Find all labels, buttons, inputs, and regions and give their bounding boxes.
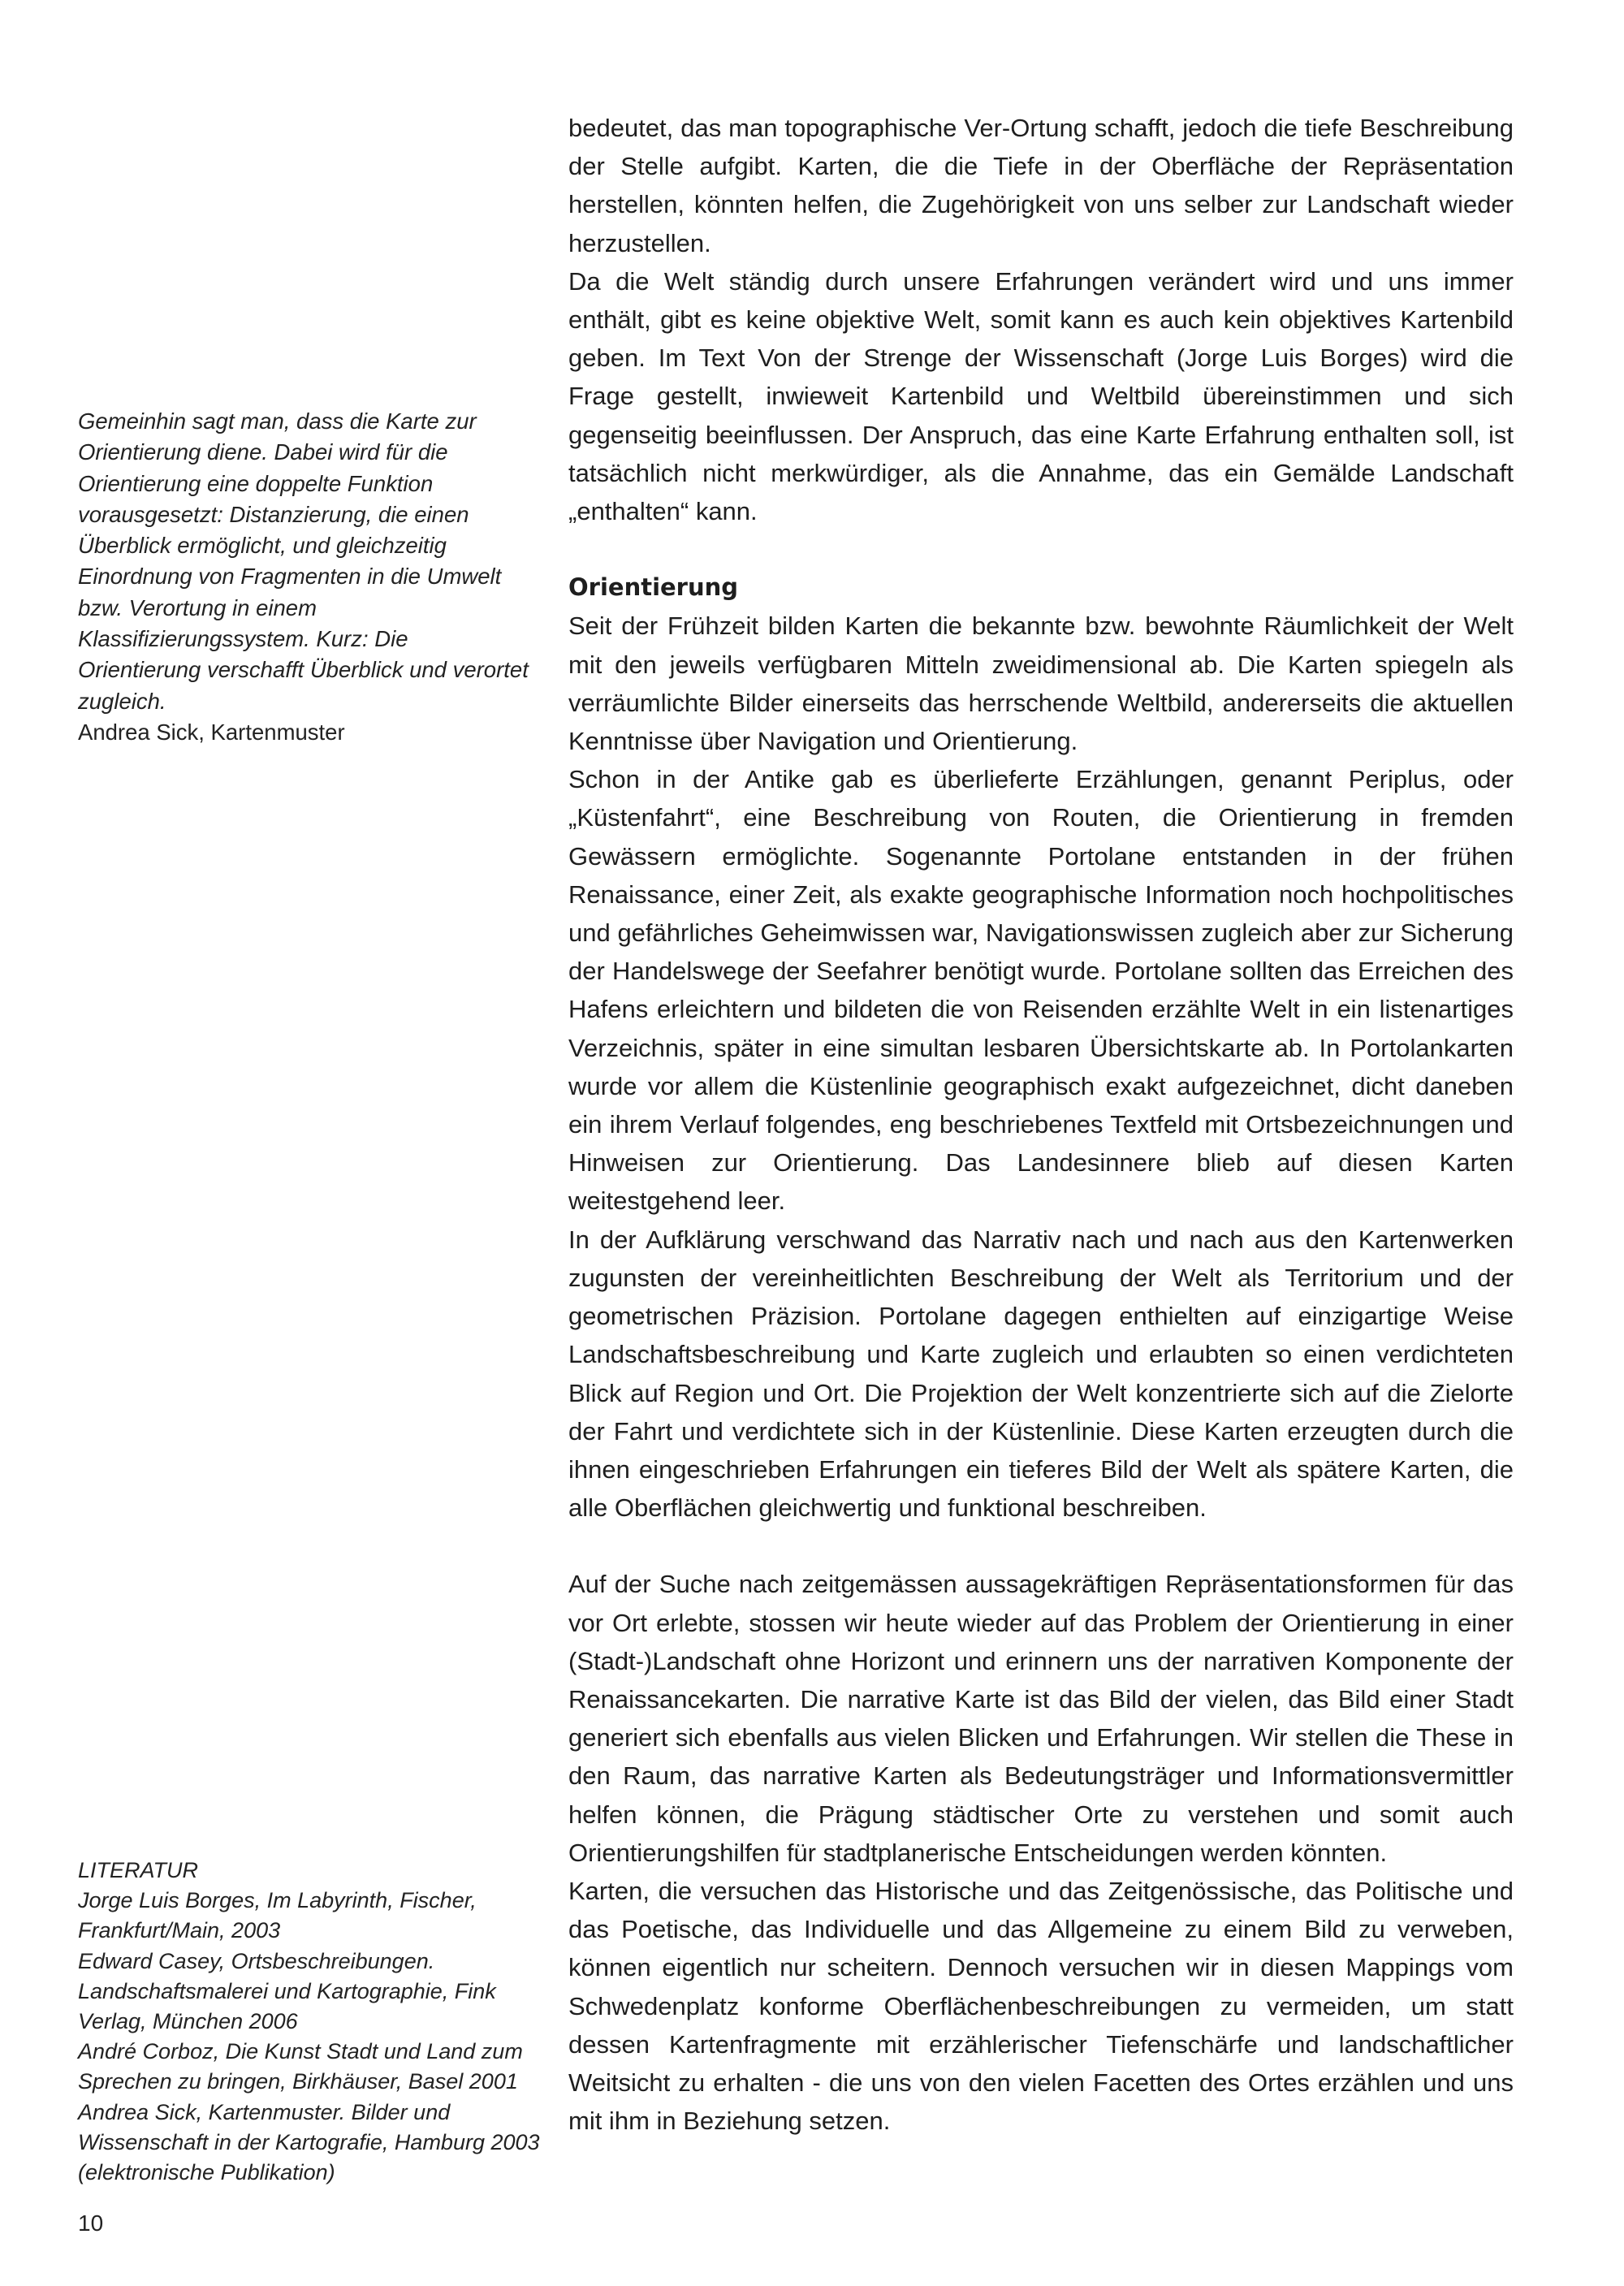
main-text-column <box>568 109 1514 2140</box>
body-paragraph: Karten, die versuchen das Historische und das Zeitgenössische, das Politische und das Poetische, das Individuelle und das Allgemeine zu einem Bild zu verweben, können eigentlich nur scheitern. Dennoch versuchen wir in diesen Mappings vom Schwedenplatz konforme Oberflächenbeschreibungen zu vermeiden, um statt dessen Kartenfragmente mit erzählerischer Tiefenschärfe und landschaftlicher Weitsicht zu erhalten - die uns von den vielen Facetten des Ortes erzählen und uns mit ihm in Beziehung setzen. <box>568 1876 1514 2136</box>
quote-attribution: Andrea Sick, Kartenmuster <box>78 719 345 745</box>
literature-entry: Andrea Sick, Kartenmuster. Bilder und Wissenschaft in der Kartografie, Hamburg 2003 (elektronische Publikation) <box>78 2099 540 2185</box>
literature-entry: André Corboz, Die Kunst Stadt und Land zum Sprechen zu bringen, Birkhäuser, Basel 2001 <box>78 2039 523 2094</box>
page-number: 10 <box>78 2210 104 2236</box>
body-paragraph: Da die Welt ständig durch unsere Erfahrungen verändert wird und uns immer enthält, gibt es keine objektive Welt, somit kann es auch kein objektives Kartenbild geben. Im Text Von der Strenge der Wissenschaft (Jorge Luis Borges) wird die Frage gestellt, inwieweit Kartenbild und Weltbild übereinstimmen und sich gegenseitig beeinflussen. Der Anspruch, das eine Karte Erfahrung enthalten soll, ist tatsächlich nicht merkwürdiger, als die Annahme, das ein Gemälde Landschaft „enthalten“ kann. <box>568 266 1514 526</box>
sidebar-quote <box>78 406 529 748</box>
section-heading: Orientierung <box>568 573 739 602</box>
quote-text: Gemeinhin sagt man, dass die Karte zur Orientierung diene. Dabei wird für die Orientierung eine doppelte Funktion vorausgesetzt: Distanzierung, die einen Überblick ermöglicht, und gleichzeitig Einordnung von Fragmenten in die Umwelt bzw. Verortung in einem Klassifizierungssystem. Kurz: Die Orientierung verschafft Überblick und verortet zugleich. <box>78 408 529 714</box>
body-paragraph: bedeutet, das man topographische Ver-Ortung schafft, jedoch die tiefe Beschreibung der Stelle aufgibt. Karten, die die Tiefe in der Oberfläche der Repräsentation herstellen, könnten helfen, die Zugehörigkeit von uns selber zur Landschaft wieder herzustellen. <box>568 114 1514 257</box>
body-paragraph: Schon in der Antike gab es überlieferte Erzählungen, genannt Periplus, oder „Küstenfahrt“, eine Beschreibung von Routen, die Orientierung in fremden Gewässern ermöglichte. Sogenannte Portolane entstanden in der frühen Renaissance, einer Zeit, als exakte geographische Information noch hochpolitisches und gefährliches Geheimwissen war, Navigationswissen zugleich aber zur Sicherung der Handelswege der Seefahrer benötigt wurde. Portolane sollten das Erreichen des Hafens erleichtern und bildeten die von Reisenden erzählte Welt in ein listenartiges Verzeichnis, später in eine simultan lesbaren Übersichtskarte ab. In Portolankarten wurde vor allem die Küstenlinie geographisch exakt aufgezeichnet, dicht daneben ein ihrem Verlauf folgendes, eng beschriebenes Textfeld mit Ortsbezeichnungen und Hinweisen zur Orientierung. Das Landesinnere blieb auf diesen Karten weitestgehend leer. <box>568 765 1514 1216</box>
body-paragraph: Auf der Suche nach zeitgemässen aussagekräftigen Repräsentationsformen für das vor Ort erlebte, stossen wir heute wieder auf das Problem der Orientierung in einer (Stadt-)Landschaft ohne Horizont und erinnern uns der narrativen Komponente der Renaissancekarten. Die narrative Karte ist das Bild der vielen, das Bild einer Stadt generiert sich ebenfalls aus vielen Blicken und Erfahrungen. Wir stellen die These in den Raum, das narrative Karten als Bedeutungsträger und Informationsvermittler helfen können, die Prägung städtischer Orte zu verstehen und somit auch Orientierungshilfen für stadtplanerische Entscheidungen werden könnten. <box>568 1570 1514 1867</box>
body-paragraph: Seit der Frühzeit bilden Karten die bekannte bzw. bewohnte Räumlichkeit der Welt mit den jeweils verfügbaren Mitteln zweidimensional ab. Die Karten spiegeln als verräumlichte Bilder einerseits das herrschende Weltbild, andererseits die aktuellen Kenntnisse über Navigation und Orientierung. <box>568 611 1514 756</box>
literature-list <box>78 1856 545 2188</box>
body-paragraph: In der Aufklärung verschwand das Narrativ nach und nach aus den Kartenwerken zugunsten der vereinheitlichten Beschreibung der Welt als Territorium und der geometrischen Präzision. Portolane dagegen enthielten auf einzigartige Weise Landschaftsbeschreibung und Karte zugleich und erlaubten so einen verdichteten Blick auf Region und Ort. Die Projektion der Welt konzentrierte sich auf die Zielorte der Fahrt und verdichtete sich in der Küstenlinie. Diese Karten erzeugten durch die ihnen eingeschrieben Erfahrungen ein tieferes Bild der Welt als spätere Karten, die alle Oberflächen gleichwertig und funktional beschreiben. <box>568 1225 1514 1523</box>
literature-entry: Jorge Luis Borges, Im Labyrinth, Fischer, Frankfurt/Main, 2003 <box>78 1888 477 1943</box>
literature-heading: LITERATUR <box>78 1858 199 1882</box>
literature-entry: Edward Casey, Ortsbeschreibungen. Landschaftsmalerei und Kartographie, Fink Verlag, München 2006 <box>78 1948 496 2034</box>
